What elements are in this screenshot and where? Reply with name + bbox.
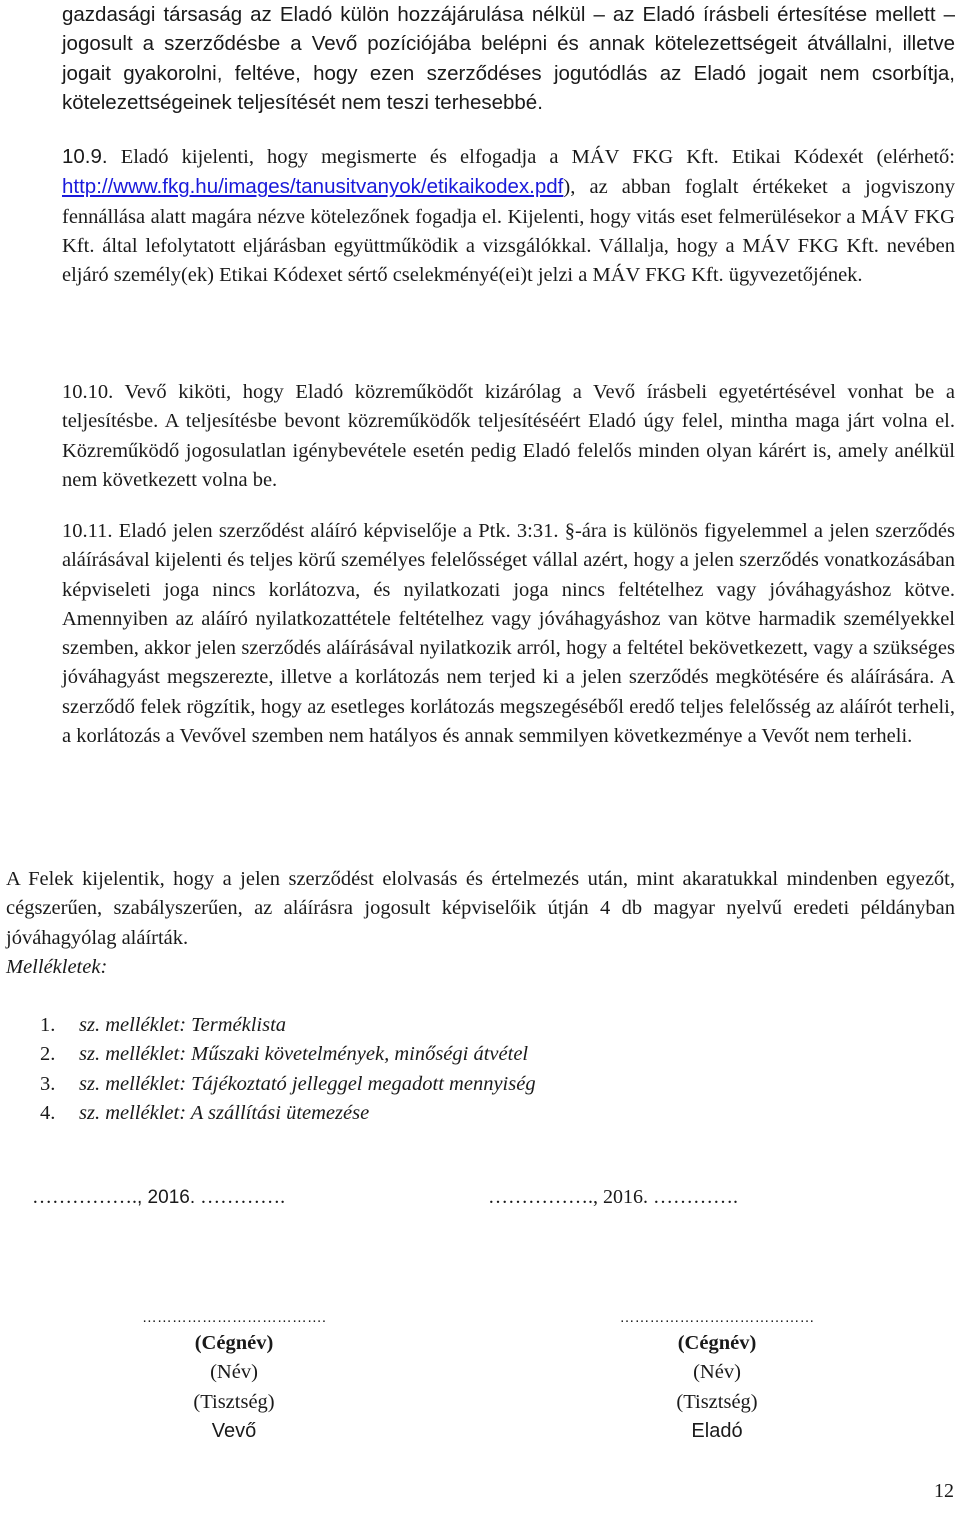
paragraph-10-9-number: 10.9. (62, 145, 108, 168)
signature-block-seller (582, 1307, 852, 1446)
signature-company: (Cégnév) (194, 1332, 274, 1354)
annexes-title: Mellékletek: (6, 956, 108, 978)
place-year: , 2016. (593, 1186, 648, 1208)
signature-title: (Tisztség) (676, 1390, 758, 1413)
annex-text: sz. melléklet: Terméklista (79, 1014, 287, 1036)
place-dots: ……………. (32, 1186, 137, 1208)
paragraph-continuation: gazdasági társaság az Eladó külön hozzájárulása nélkül – az Eladó írásbeli értesítése mellett – jogosult a szerződésbe a Vevő pozíciójába belépni és annak kötelezettségeit átvállalni, illetve jogait gyakorolni, feltéve, hogy ezen szerződéses jogutódlás az Eladó jogait nem csorbítja, kötelezettségeinek teljesítését nem teszi terhesebbé. (62, 3, 955, 114)
annex-text: sz. melléklet: Műszaki követelmények, minőségi átvétel (79, 1043, 529, 1066)
signature-company: (Cégnév) (677, 1332, 757, 1354)
closing-statement: A Felek kijelentik, hogy a jelen szerződést elolvasás és értelmezés után, mint akaratukkal mindenben egyezőt, cégszerűen, szabályszerűen, az aláírásra jogosult képviselőik útján 4 db magyar nyelvű eredeti példányban jóváhagyólag aláírták. (6, 868, 955, 949)
annex-text: sz. melléklet: A szállítási ütemezése (79, 1101, 370, 1124)
place-date-left (32, 1186, 285, 1209)
signature-line: ………………………………. (141, 1309, 327, 1326)
place-date-right (488, 1186, 738, 1209)
annexes-list (40, 1011, 536, 1128)
paragraph-10-10: 10.10. Vevő kiköti, hogy Eladó közreműködőt kizárólag a Vevő írásbeli egyetértésével vonhat be a teljesítésbe. A teljesítésbe bevont közreműködők teljesítéséért Eladó úgy felel, mintha maga járt volna el. Közreműködő jogosulatlan igénybevétele esetén pedig Eladó felelős minden olyan kárért is, amely anélkül nem következett volna be. (62, 381, 955, 491)
signature-line: ………………………………… (619, 1309, 815, 1326)
signature-block-buyer (99, 1307, 369, 1446)
annex-number: 3. (40, 1072, 56, 1095)
signature-title: (Tisztség) (193, 1390, 275, 1413)
etikai-kodex-link[interactable]: http://www.fkg.hu/images/tanusitvanyok/etikaikodex.pdf (62, 175, 564, 199)
paragraph-10-9-text-after: ), az abban foglalt értékeket a jogviszony fennállása alatt magára nézve kötelezőnek fogadja el. Kijelenti, hogy vitás eset felmerülésekor a MÁV FKG Kft. által lefolytatott eljárásban együttműködik a vizsgálókkal. Vállalja, hogy a MÁV FKG Kft. nevében eljáró személy(ek) Etikai Kódexet sértő cselekményé(ei)t jelzi a MÁV FKG Kft. ügyvezetőjének. (62, 176, 955, 287)
paragraph-10-9-text-before: Eladó kijelenti, hogy megismerte és elfogadja a MÁV FKG Kft. Etikai Kódexét (elérhető: (120, 146, 956, 168)
annex-text: sz. melléklet: Tájékoztató jelleggel megadott mennyiség (79, 1072, 536, 1095)
annex-item (40, 1011, 536, 1040)
annex-item (40, 1070, 536, 1099)
signature-role: Vevő (211, 1419, 257, 1442)
signature-name: (Név) (210, 1361, 258, 1384)
place-year: , 2016. (137, 1187, 196, 1208)
date-dots: …………. (653, 1186, 738, 1208)
place-dots: ……………. (488, 1186, 593, 1208)
annex-number: 1. (40, 1014, 56, 1036)
date-dots: …………. (200, 1186, 286, 1208)
annex-item (40, 1099, 536, 1128)
signature-name: (Név) (693, 1361, 741, 1384)
page-number: 12 (934, 1480, 954, 1502)
annex-item (40, 1040, 536, 1069)
annex-number: 4. (40, 1101, 56, 1124)
signature-role: Eladó (691, 1419, 743, 1442)
paragraph-10-11: 10.11. Eladó jelen szerződést aláíró képviselője a Ptk. 3:31. §-ára is különös figyelemmel a jelen szerződés aláírásával kijelenti és teljes körű személyes felelősséget vállal azért, hogy a jelen szerződés vonatkozásában képviseleti joga nincs korlátozva, és nyilatkozati joga nincs feltételhez vagy jóváhagyáshoz kötve. Amennyiben az aláíró nyilatkozattétele feltételhez vagy jóváhagyáshoz van kötve harmadik személyekkel szemben, akkor jelen szerződés aláírásával nyilatkozik arról, hogy a feltétel bekövetkezett, vagy a szükséges jóváhagyást megszerezte, illetve a korlátozás nem terjed ki a jelen szerződés megkötésére és aláírására. A szerződő felek rögzítik, hogy az esetleges korlátozás megszegéséből eredő teljes felelősség az aláírót terheli, a korlátozás a Vevővel szemben nem hatályos és annak semmilyen következménye a Vevőt nem terheli. (62, 520, 955, 748)
annex-number: 2. (40, 1043, 56, 1066)
paragraph-10-9 (62, 142, 955, 290)
